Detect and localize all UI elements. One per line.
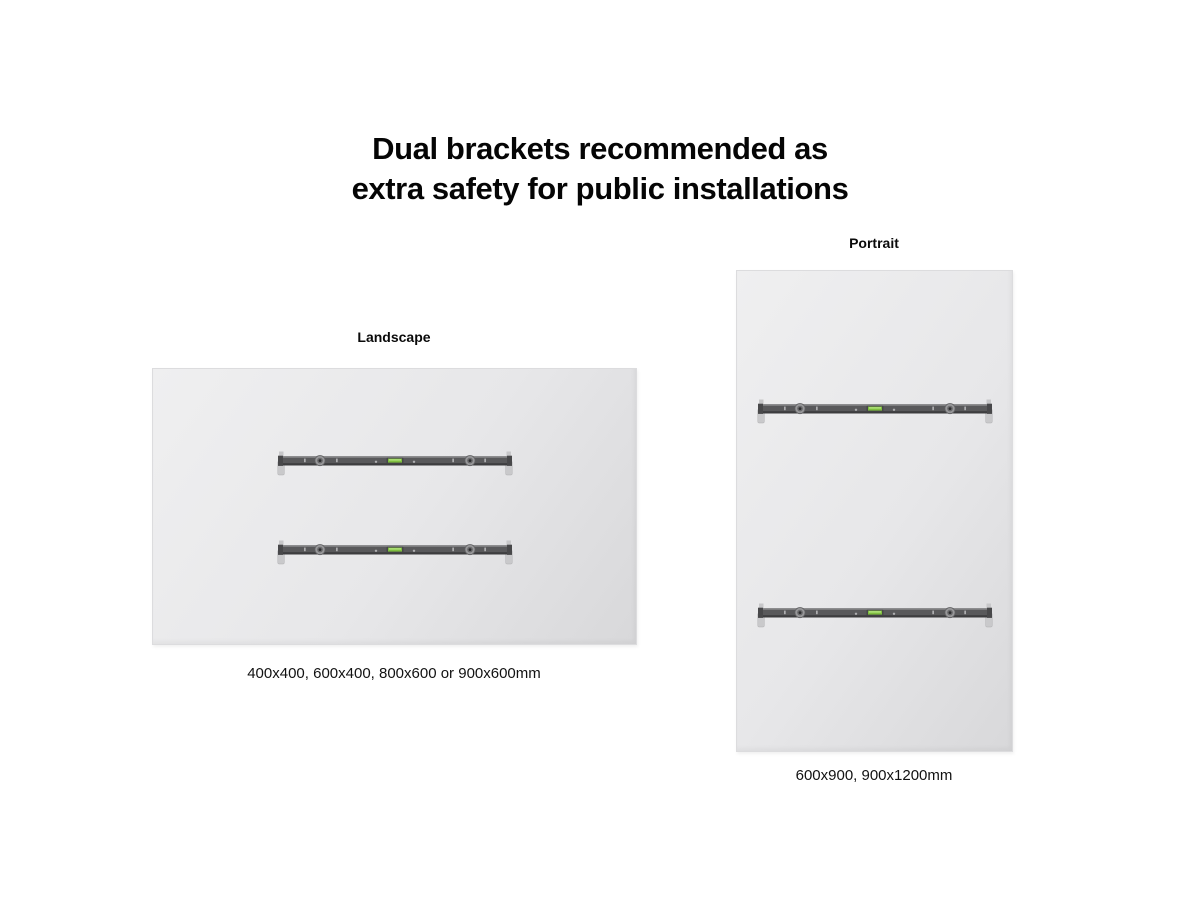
page-title-line1: Dual brackets recommended as [372, 130, 828, 166]
wall-mount-bracket-rail-icon [277, 449, 513, 479]
wall-mount-bracket-rail-icon [277, 538, 513, 568]
portrait-label: Portrait [849, 235, 899, 251]
landscape-sizes-caption: 400x400, 600x400, 800x600 or 900x600mm [247, 665, 541, 682]
wall-mount-bracket-rail-icon [757, 397, 993, 427]
page-title [0, 129, 1200, 209]
wall-mount-bracket-rail-icon [757, 601, 993, 631]
portrait-wall-plate [736, 270, 1013, 752]
portrait-sizes-caption: 600x900, 900x1200mm [795, 767, 953, 784]
landscape-wall-plate [152, 368, 637, 645]
page-title-line2: extra safety for public installations [351, 170, 849, 206]
landscape-label: Landscape [357, 329, 431, 345]
